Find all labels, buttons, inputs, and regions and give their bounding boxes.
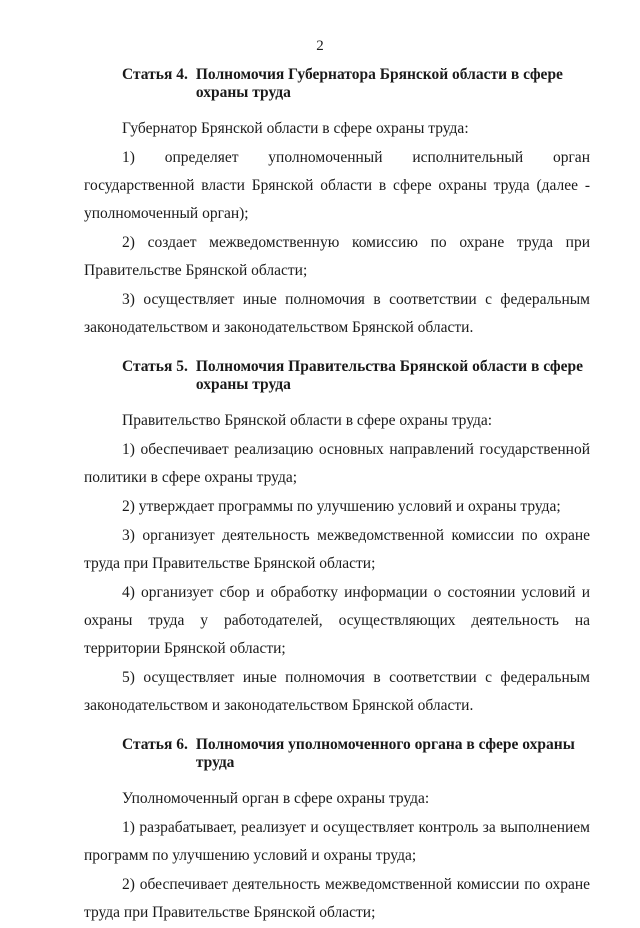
article-4 xyxy=(84,66,590,342)
article-6 xyxy=(84,736,590,927)
document-body xyxy=(84,66,590,928)
paragraph: 2) обеспечивает деятельность межведомственной комиссии по охране труда при Правительстве Брянской области; xyxy=(84,876,590,921)
paragraph: 4) организует сбор и обработку информации о состоянии условий и охраны труда у работодателей, осуществляющих деятельность на территории Брянской области; xyxy=(84,584,590,657)
paragraph: 3) организует деятельность межведомственной комиссии по охране труда при Правительстве Брянской области; xyxy=(84,527,590,572)
article-title: Полномочия Правительства Брянской области в сфере охраны труда xyxy=(195,358,583,393)
article-title: Полномочия уполномоченного органа в сфере охраны труда xyxy=(195,736,575,771)
article-heading xyxy=(122,66,590,102)
paragraph: 2) создает межведомственную комиссию по охране труда при Правительстве Брянской области; xyxy=(84,234,590,279)
article-number: Статья 4. xyxy=(122,66,188,83)
article-title: Полномочия Губернатора Брянской области в сфере охраны труда xyxy=(195,66,563,101)
article-5 xyxy=(84,358,590,720)
paragraph: 1) разрабатывает, реализует и осуществляет контроль за выполнением программ по улучшению условий и охраны труда; xyxy=(84,819,590,864)
article-number: Статья 5. xyxy=(122,358,188,375)
article-heading xyxy=(122,358,590,394)
article-number: Статья 6. xyxy=(122,736,188,753)
paragraph: Губернатор Брянской области в сфере охраны труда: xyxy=(122,120,469,137)
paragraph: Уполномоченный орган в сфере охраны труда: xyxy=(122,790,430,807)
paragraph: 1) обеспечивает реализацию основных направлений государственной политики в сфере охраны труда; xyxy=(84,441,590,486)
paragraph: Правительство Брянской области в сфере охраны труда: xyxy=(122,412,493,429)
page-number: 2 xyxy=(316,38,324,54)
paragraph: 5) осуществляет иные полномочия в соответствии с федеральным законодательством и законодательством Брянской области. xyxy=(84,669,590,714)
paragraph: 2) утверждает программы по улучшению условий и охраны труда; xyxy=(122,498,561,515)
article-heading xyxy=(122,736,590,772)
paragraph: 3) осуществляет иные полномочия в соответствии с федеральным законодательством и законодательством Брянской области. xyxy=(84,291,590,336)
paragraph: 1) определяет уполномоченный исполнительный орган государственной власти Брянской области в сфере охраны труда (далее - уполномоченный орган); xyxy=(84,149,590,222)
